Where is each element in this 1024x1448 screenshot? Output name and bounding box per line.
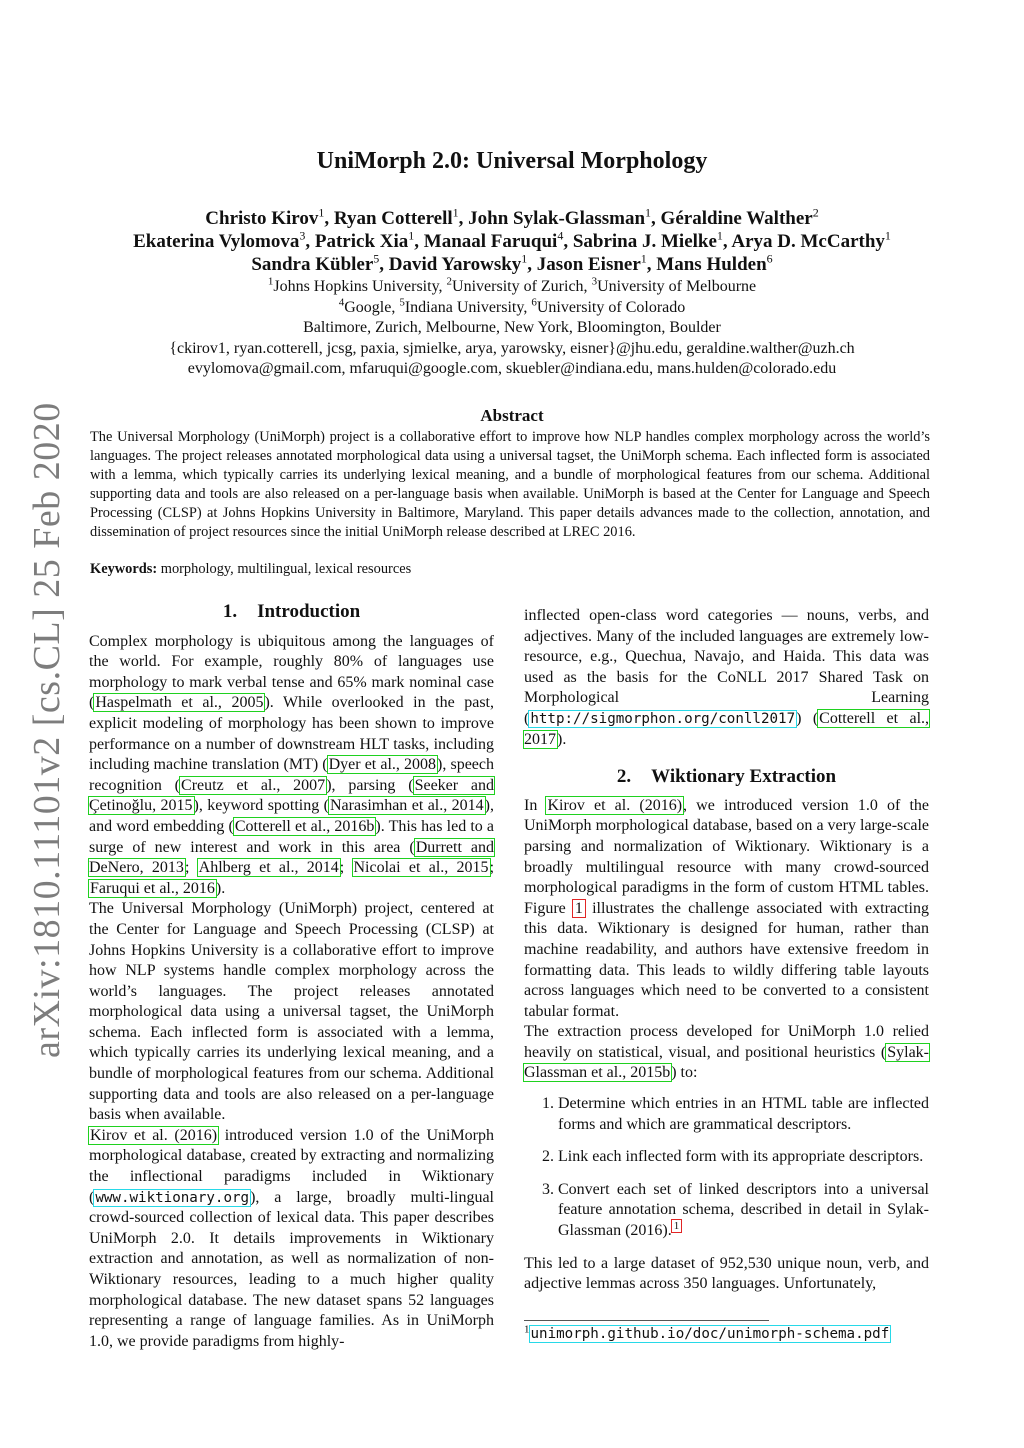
section-heading-introduction: 1. Introduction (222, 601, 361, 622)
author: Manaal Faruqui (423, 231, 558, 252)
author: Mans Hulden (656, 254, 767, 275)
citation-link[interactable]: Haspelmath et al., 2005 (95, 694, 264, 712)
intro-paragraph-2: The Universal Morphology (UniMorph) project, centered at the Center for Language and Speech Processing (CLSP) at Johns Hopkins University is a collaborative effort to improve how NLP systems handle complex morphology across the world’s languages. The project releases annotated morphological data using a universal tagset, the UniMorph schema. Each inflected form is associated with a lemma, which typically carries its underlying lexical meaning, and a bundle of morphological features from our schema. Additional supporting data and tools are also released on a per-language basis when available. (89, 900, 494, 1124)
list-item: 2. Link each inflected form with its appropriate descriptors. (558, 1147, 929, 1168)
footnote: $^1$unimorph.github.io/doc/unimorph-schema.pdf (524, 1323, 890, 1342)
figure-ref-link[interactable]: 1 (574, 899, 583, 917)
footnote-divider (524, 1320, 769, 1321)
footnote-ref-link[interactable]: 1 (673, 1219, 680, 1232)
cities: Baltimore, Zurich, Melbourne, New York, Bloomington, Boulder (303, 319, 721, 337)
citation-link[interactable]: Durrett and DeNero, 2013 (89, 838, 494, 877)
list-item: 3. Convert each set of linked descriptors into a universal feature annotation schema, described in detail in Sylak-Glassman (2016). $^1$ (558, 1180, 929, 1242)
citation-link[interactable]: Ahlberg et al., 2014 (198, 859, 339, 877)
author: Ekaterina Vylomova (133, 231, 300, 252)
keywords: Keywords: morphology, multilingual, lexical resources (90, 561, 412, 577)
section2-paragraph-2: The extraction process developed for UniMorph 1.0 relied heavily on statistical, visual, and positional heuristics (Sylak-Glassman et al., 2015b) to: (524, 1023, 929, 1082)
arxiv-identifier: arXiv:1810.11101v2 [cs.CL] 25 Feb 2020 (26, 402, 68, 1058)
list-item: 1. Determine which entries in an HTML table are inflected forms and which are grammatical descriptors. (558, 1094, 929, 1135)
author: Jason Eisner (536, 254, 641, 275)
citation-link[interactable]: Kirov et al. (2016) (547, 796, 683, 814)
author: Ryan Cotterell (333, 208, 453, 229)
email-list: {ckirov1, ryan.cotterell, jcsg, paxia, sjmielke, arya, yarowsky, eisner}@jhu.edu, geraldine.walther@uzh.ch (169, 339, 855, 357)
citation-link[interactable]: Cotterell et al., 2016b (234, 817, 375, 835)
citation-link[interactable]: Kirov et al. (2016) (90, 1126, 218, 1144)
email-list: evylomova@gmail.com, mfaruqui@google.com, skuebler@indiana.edu, mans.hulden@colorado.edu (187, 360, 837, 378)
abstract-text: The Universal Morphology (UniMorph) project is a collaborative effort to improve how NLP handles complex morphology across the world’s languages. The project releases annotated morphological data using a universal tagset, the UniMorph schema. Each inflected form is associated with a lemma, which typically carries its underlying lexical meaning, and a bundle of morphological features from our schema. Additional supporting data and tools are also released on a per-language basis when available. UniMorph is based at the Center for Language and Speech Processing (CLSP) at Johns Hopkins University in Baltimore, Maryland. This paper details advances made to the collection, annotation, and dissemination of project resources since the initial UniMorph release described at LREC 2016. (90, 429, 930, 540)
intro-paragraph-1: Complex morphology is ubiquitous among the languages of the world. For example, roughly 80% of languages use morphology to mark verbal tense and 65% mark nominal case (Haspelmath et al., 2005). While overlooked in the past, explicit modeling of morphology has been shown to improve performance on a number of downstream HLT tasks, including including machine translation (MT) (Dyer et al., 2008), speech recognition (Creutz et al., 2007), parsing (Seeker and Çetinoğlu, 2015), keyword spotting (Narasimhan et al., 2014), and word embedding (Cotterell et al., 2016b). This has led to a surge of new interest and work in this area (Durrett and DeNero, 2013; Ahlberg et al., 2014; Nicolai et al., 2015; Faruqui et al., 2016). (89, 632, 495, 897)
footnote-url-link[interactable]: unimorph.github.io/doc/unimorph-schema.pdf (530, 1326, 890, 1342)
intro-paragraph-3: Kirov et al. (2016) introduced version 1.0 of the UniMorph morphological database, created by extracting and normalizing the inflectional paradigms included in Wiktionary (www.wiktionary.org), a large, broadly multi-lingual crowd-sourced collection of lexical data. This paper describes UniMorph 2.0. It details improvements in Wiktionary extraction and annotation, as well as normalization of non-Wiktionary resources, leading to a much higher quality morphological database. The new dataset spans 52 languages representing a range of language families. As in UniMorph 1.0, we provide paradigms from highly- (89, 1126, 495, 1350)
citation-link[interactable]: Narasimhan et al., 2014 (330, 797, 484, 815)
author-list: Christo Kirov$^1$, Ryan Cotterell$^1$, John Sylak-Glassman$^1$, Géraldine Walther$^2$ Ekaterina Vylomova$^3$, Patrick Xia$^1$, Manaal Faruqui$^4$, Sabrina J. Mielke$^1$, Arya D. McCarthy$^1$ Sandra Kübler$^5$, David Yarowsky$^1$, Jason Eisner$^1$, Mans Hulden$^6$ (133, 205, 891, 275)
url-link[interactable]: http://sigmorphon.org/conll2017 (530, 710, 796, 727)
section2-paragraph-1: In Kirov et al. (2016), we introduced version 1.0 of the UniMorph morphological database, based on a very large-scale parsing and normalization of Wiktionary. Wiktionary is a broadly multilingual resource with many crowd-sourced morphological paradigms in the form of custom HTML tables. Figure 1 illustrates the challenge associated with extracting this data. Wiktionary is designed for human, rather than machine readability, and authors have extensive freedom in formatting data. This leads to wildly differing table layouts across languages which need to be converted to a consistent tabular format. (524, 796, 930, 1020)
author: John Sylak-Glassman (468, 208, 646, 229)
affiliations: $^1$Johns Hopkins University, $^2$University of Zurich, $^3$University of Melbourne $^4$Google, $^5$Indiana University, $^6$University of Colorado Baltimore, Zurich, Melbourne, New York, Bloomington, Boulder {ckirov1, ryan.cotterell, jcsg, paxia, sjmielke, arya, yarowsky, eisner}@jhu.edu, geraldine.walther@uzh.ch evylomova@gmail.com, mfaruqui@google.com, skuebler@indiana.edu, mans.hulden@colorado.edu (169, 275, 855, 378)
extraction-steps-list (524, 1094, 929, 1242)
left-column (89, 601, 495, 1352)
author: Arya D. McCarthy (731, 231, 885, 252)
citation-link[interactable]: Faruqui et al., 2016 (90, 879, 215, 897)
abstract-heading: Abstract (480, 406, 544, 425)
author: Géraldine Walther (660, 208, 813, 229)
right-column (524, 606, 929, 1295)
url-link[interactable]: www.wiktionary.org (95, 1189, 250, 1206)
citation-link[interactable]: Creutz et al., 2007 (181, 776, 326, 794)
author: Sabrina J. Mielke (572, 231, 717, 252)
citation-link[interactable]: Dyer et al., 2008 (328, 756, 437, 774)
author: Christo Kirov (205, 208, 319, 229)
section-heading-wiktionary: 2. Wiktionary Extraction (616, 766, 837, 788)
citation-link[interactable]: Seeker and Çetinoğlu, 2015 (89, 776, 495, 815)
citation-link[interactable]: Sylak-Glassman et al., 2015b (524, 1043, 929, 1082)
right-paragraph-0: inflected open-class word categories — nouns, verbs, and adjectives. Many of the included languages are extremely low-resource, e.g., Quechua, Navajo, and Haida. This data was used as the basis for the CoNLL 2017 Shared Task on Morphological Learning (http://sigmorphon.org/conll2017) (Cotterell et al., 2017). (524, 607, 930, 748)
citation-link[interactable]: Cotterell et al., 2017 (524, 709, 930, 748)
paper-title: UniMorph 2.0: Universal Morphology (316, 148, 708, 174)
author: Sandra Kübler (251, 254, 374, 275)
author: David Yarowsky (388, 254, 522, 275)
author: Patrick Xia (314, 231, 409, 252)
section2-paragraph-3: This led to a large dataset of 952,530 unique noun, verb, and adjective lemmas across 350 languages. Unfortunately, (524, 1254, 929, 1293)
citation-link[interactable]: Nicolai et al., 2015 (353, 859, 489, 877)
